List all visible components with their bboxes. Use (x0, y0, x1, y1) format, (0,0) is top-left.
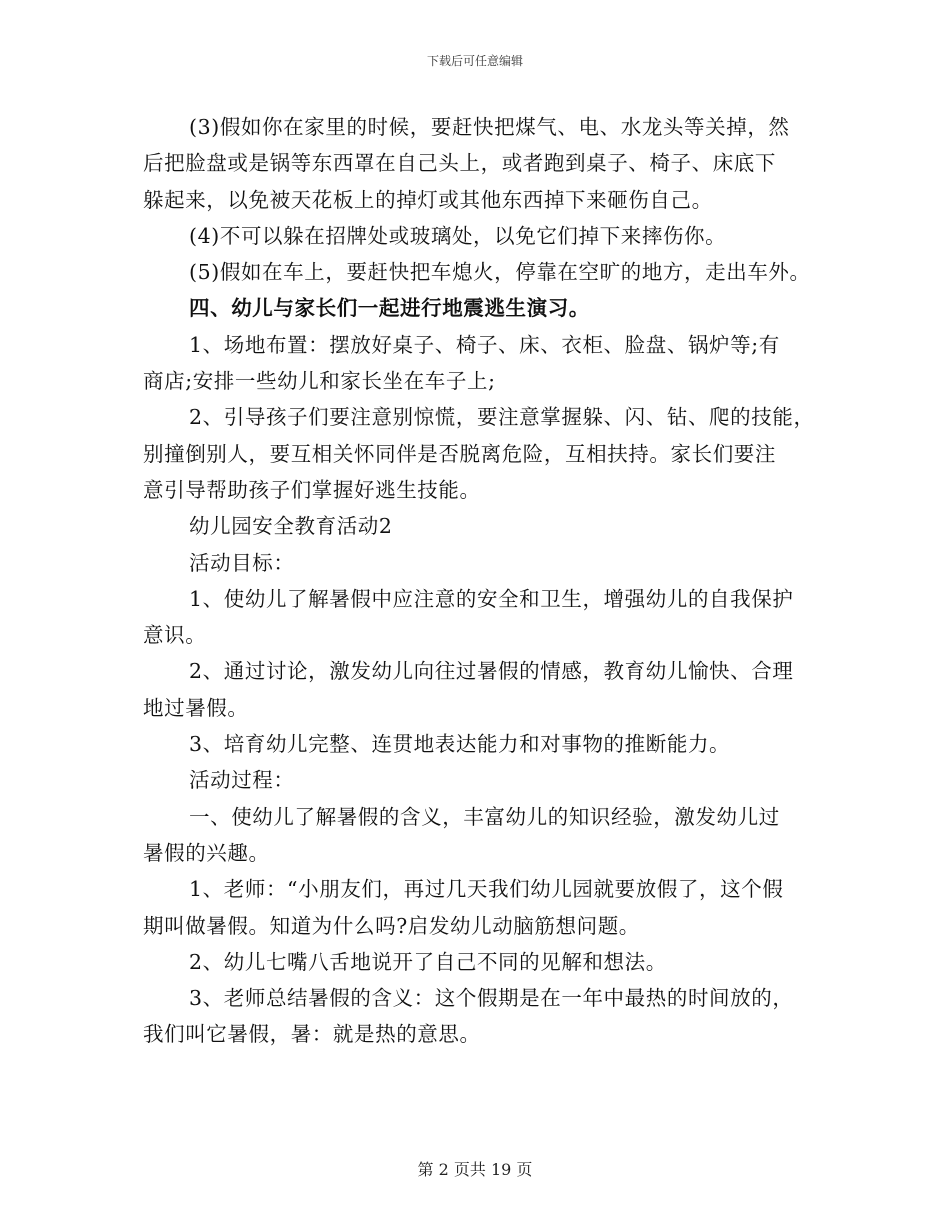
paragraph-line: 别撞倒别人，要互相关怀同伴是否脱离危险，互相扶持。家长们要注 (143, 441, 776, 466)
paragraph-line: 躲起来，以免被天花板上的掉灯或其他东西掉下来砸伤自己。 (143, 187, 713, 212)
paragraph-line: 暑假的兴趣。 (143, 840, 270, 865)
paragraph-line: 意引导帮助孩子们掌握好逃生技能。 (143, 477, 481, 502)
paragraph-line: 3、老师总结暑假的含义：这个假期是在一年中最热的时间放的， (189, 986, 794, 1011)
page-number: 第 2 页共 19 页 (417, 1160, 533, 1179)
paragraph-line: (3)假如你在家里的时候，要赶快把煤气、电、水龙头等关掉，然 (189, 115, 790, 139)
document-body (143, 109, 823, 1053)
paragraph-line: (5)假如在车上，要赶快把车熄火，停靠在空旷的地方，走出车外。 (189, 260, 811, 285)
paragraph-line: 期叫做暑假。知道为什么吗?启发幼儿动脑筋想问题。 (143, 913, 640, 938)
paragraph-line: 我们叫它暑假，暑：就是热的意思。 (143, 1022, 481, 1047)
paragraph-line: 活动目标： (189, 550, 295, 575)
paragraph-line: (4)不可以躲在招牌处或玻璃处，以免它们掉下来摔伤你。 (189, 223, 727, 248)
paragraph-line: 商店;安排一些幼儿和家长坐在车子上; (143, 369, 496, 394)
paragraph-line: 1、使幼儿了解暑假中应注意的安全和卫生，增强幼儿的自我保护 (189, 586, 794, 611)
subtitle-line: 幼儿园安全教育活动2 (189, 514, 393, 539)
paragraph-line: 1、老师：“小朋友们，再过几天我们幼儿园就要放假了，这个假 (189, 877, 784, 902)
paragraph-line: 2、引导孩子们要注意别惊慌，要注意掌握躲、闪、钻、爬的技能， (189, 405, 815, 430)
paragraph-line: 意识。 (143, 623, 207, 648)
paragraph-line: 地过暑假。 (143, 695, 249, 720)
paragraph-line: 3、培育幼儿完整、连贯地表达能力和对事物的推断能力。 (189, 732, 731, 757)
paragraph-line: 2、通过讨论，激发幼儿向往过暑假的情感，教育幼儿愉快、合理 (189, 659, 794, 684)
page-header: 下载后可任意编辑 (426, 54, 523, 68)
paragraph-line: 一、使幼儿了解暑假的含义，丰富幼儿的知识经验，激发幼儿过 (189, 804, 780, 829)
paragraph-line: 后把脸盘或是锅等东西罩在自己头上，或者跑到桌子、椅子、床底下 (143, 151, 776, 176)
paragraph-line: 1、场地布置：摆放好桌子、椅子、床、衣柜、脸盘、锅炉等;有 (189, 332, 780, 357)
paragraph-line: 活动过程： (189, 768, 295, 793)
paragraph-line: 2、幼儿七嘴八舌地说开了自己不同的见解和想法。 (189, 949, 667, 974)
section-heading: 四、幼儿与家长们一起进行地震逃生演习。 (189, 296, 590, 321)
